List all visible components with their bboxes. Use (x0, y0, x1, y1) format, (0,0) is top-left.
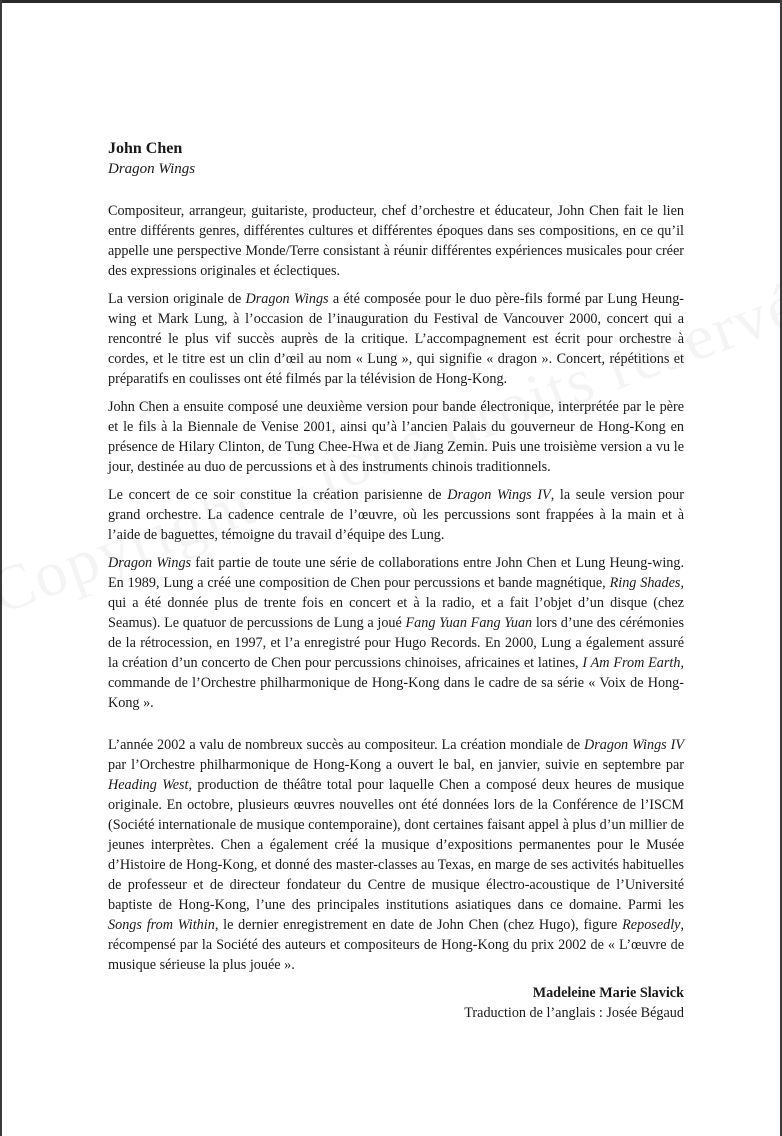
paragraph-3 (108, 397, 684, 477)
text-run: La version originale de (108, 291, 246, 307)
page-edge-top (0, 0, 782, 3)
paragraph-5 (108, 553, 684, 713)
text-run: , qui a été donnée plus de trente fois en concert et à la radio, et a fait l’objet d’un disque (chez Seamus). Le quatuor de percussions de Lung a joué (108, 575, 684, 631)
text-run: L’année 2002 a valu de nombreux succès au compositeur. La création mondiale de (108, 737, 584, 753)
translation-credit: Traduction de l’anglais : Josée Bégaud (464, 1005, 684, 1021)
italic-title-run: Dragon Wings (108, 555, 192, 571)
text-run: lors d’une des cérémonies de la rétrocession, en 1997, et l’a enregistré pour Hugo Records. En 2000, Lung a également assuré la création d’un concerto de Chen pour percussions chinoises, africaines et latines, (108, 615, 684, 671)
text-run: , commande de l’Orchestre philharmonique de Hong-Kong dans le cadre de sa série « Voix de Hong-Kong ». (108, 655, 684, 711)
italic-title-run: Reposedly (622, 917, 681, 933)
text-run: , le dernier enregistrement en date de John Chen (chez Hugo), figure (214, 917, 623, 933)
italic-title-run: Dragon Wings IV (447, 487, 551, 503)
text-run: Compositeur, arrangeur, guitariste, producteur, chef d’orchestre et éducateur, John Chen fait le lien entre différents genres, différentes cultures et différentes époques dans ses compositions, en ce qu’il appelle une perspective Monde/Terre consistant à réunir différentes expériences musicales pour créer des expressions originales et éclectiques. (108, 203, 684, 279)
italic-title-run: Dragon Wings IV (583, 737, 684, 753)
text-run: a été composée pour le duo père-fils formé par Lung Heung-wing et Mark Lung, à l’occasion de l’inauguration du Festival de Vancouver 2000, concert qui a rencontré le plus vif succès auprès de la critique. L’accompagnement est écrit pour orchestre à cordes, et le titre est un clin d’œil au nom « Lung », qui signifie « dragon ». Concert, répétitions et préparatifs en coulisses ont été filmés par la télévision de Hong-Kong. (108, 291, 685, 387)
work-title: Dragon Wings (108, 161, 196, 177)
paragraph-4 (108, 485, 684, 545)
text-run: John Chen a ensuite composé une deuxième version pour bande électronique, interprétée par le père et le fils à la Biennale de Venise 2001, ainsi qu’à l’ancien Palais du gouverneur de Hong-Kong en présence de Hilary Clinton, de Tung Chee-Hwa et de Jiang Zemin. Puis une troisième version a vu le jour, destinée au duo de percussions et à des instruments chinois traditionnels. (108, 399, 684, 475)
signature-block (108, 983, 684, 1023)
italic-title-run: I Am From Earth (582, 655, 681, 671)
text-run: par l’Orchestre philharmonique de Hong-Kong a ouvert le bal, en janvier, suivie en septembre par (108, 757, 684, 773)
composer-name: John Chen (108, 140, 183, 157)
italic-title-run: Dragon Wings (245, 291, 329, 307)
page-edge-left (0, 0, 2, 1136)
text-run: , production de théâtre total pour laquelle Chen a composé deux heures de musique originale. En octobre, plusieurs œuvres nouvelles ont été données lors de la Conférence de l’ISCM (Société internationale de musique contemporaine), dont certaines faisant appel à plus d’un millier de jeunes interprètes. Chen a également créé la musique d’expositions permanentes pour le Musée d’Histoire de Hong-Kong, et donné des master-classes au Texas, en marge de ses activités habituelles de professeur et de directeur fondateur du Centre de musique électro-acoustique de l’Université baptiste de Hong-Kong, l’une des principales institutions asiatiques dans ce domaine. Parmi les (108, 777, 685, 913)
italic-title-run: Heading West (108, 777, 189, 793)
text-run: Le concert de ce soir constitue la création parisienne de (108, 487, 448, 503)
author-signature: Madeleine Marie Slavick (532, 985, 684, 1001)
text-run: , récompensé par la Société des auteurs et compositeurs de Hong-Kong du prix 2002 de « L’œuvre de musique sérieuse la plus jouée ». (108, 917, 684, 973)
paragraph-2 (108, 289, 684, 389)
paragraph-1 (108, 201, 684, 281)
italic-title-run: Songs from Within (108, 917, 215, 933)
paragraph-6 (108, 735, 684, 975)
italic-title-run: Ring Shades (609, 575, 681, 591)
document-body (108, 139, 684, 1023)
text-run: , la seule version pour grand orchestre. La cadence centrale de l’œuvre, où les percussions sont frappées à la main et à l’aide de baguettes, témoigne du travail d’équipe des Lung. (108, 487, 684, 543)
text-run: fait partie de toute une série de collaborations entre John Chen et Lung Heung-wing. En 1989, Lung a créé une composition de Chen pour percussions et bande magnétique, (108, 555, 684, 591)
italic-title-run: Fang Yuan Fang Yuan (405, 615, 533, 631)
